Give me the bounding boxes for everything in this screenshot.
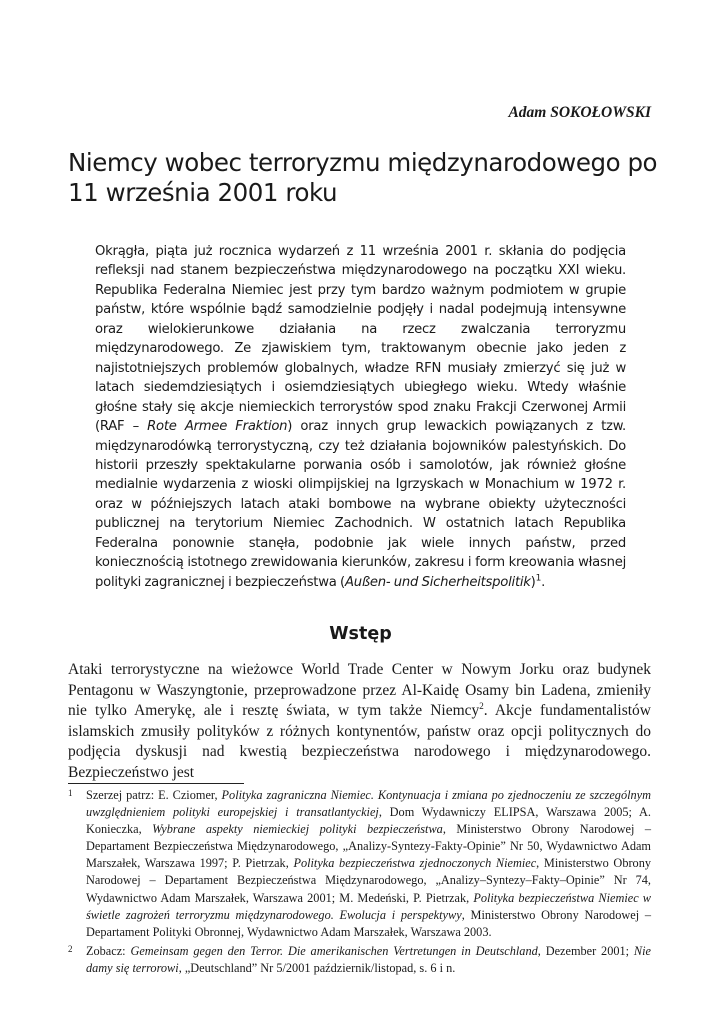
author-name: Adam SOKOŁOWSKI (508, 104, 651, 121)
footnote-text: Zobacz: (86, 943, 131, 958)
abstract-text: . (541, 574, 546, 590)
footnotes-section (68, 787, 651, 979)
footnote-divider (68, 783, 244, 784)
footnote-ref: 1 (535, 573, 542, 584)
footnote-text: , Ministerstwo Obrony Narodowej – Departament Bezpieczeństwa Międzynarodowego, „Analizy-Syntezy-Fakty-Opinie” Nr 50, Wydawnictwo Adam Marszałek, Warszawa 1997; P. Pietrzak, (86, 822, 651, 871)
body-paragraph (68, 660, 651, 783)
footnote-number: 1 (68, 788, 73, 798)
footnote-italic-text: Gemeinsam gegen den Terror. Die amerikanischen Vertretungen in Deutschland (130, 943, 538, 958)
footnote-italic-text: Polityka zagraniczna Niemiec. Kontynuacja i zmiana po zjednoczeniu ze szczególnym uwzględnieniem polityki europejskiej i transatlantyckiej (86, 788, 651, 820)
footnote (68, 787, 651, 941)
abstract-italic-term: Rote Armee Fraktion (147, 419, 288, 435)
body-text: . Akcje fundamentalistów islamskich zmusiły polityków z różnych kontynentów, państw oraz opcji politycznych do podjęcia dyskusji nad kwestią bezpieczeństwa narodowego i międzynarodowego. Bezpieczeństwo jest (68, 702, 651, 781)
footnote-text: , Dom Wydawniczy ELIPSA, Warszawa 2005; A. Konieczka, (86, 805, 651, 837)
footnote-italic-text: Nie damy się terrorowi (86, 943, 651, 975)
footnote-text: , Ministerstwo Obrony Narodowej – Departament Polityki Obronnej, Wydawnictwo Adam Marszałek, Warszawa 2003. (86, 907, 652, 939)
abstract-paragraph (95, 242, 626, 592)
footnote-italic-text: Polityka bezpieczeństwa zjednoczonych Niemiec (293, 856, 537, 871)
footnote-text: , Ministerstwo Obrony Narodowej – Departament Bezpieczeństwa Międzynarodowego, „Analizy–Syntezy–Fakty–Opinie” Nr 74, Wydawnictwo Adam Marszałek, Warszawa 2001; M. Medeński, P. Pietrzak, (86, 856, 652, 905)
abstract-italic-term: Außen- und Sicherheitspolitik (344, 574, 531, 590)
footnote (68, 943, 651, 977)
footnote-text: Szerzej patrz: E. Cziomer, (86, 788, 222, 802)
footnote-ref: 2 (479, 700, 484, 711)
footnote-italic-text: Polityka bezpieczeństwa Niemiec w świetle zagrożeń terroryzmu międzynarodowego. Ewolucja i perspektywy (86, 890, 651, 922)
abstract-text: ) oraz innych grup lewackich powiązanych z tzw. międzynarodówką terrorystyczną, czy też działania bojowników palestyńskich. Do historii przeszły spektakularne porwania osób i samolotów, jak również głośne medialnie wydarzenia z wioski olimpijskiej na Igrzyskach w Monachium w 1972 r. oraz w późniejszych latach ataki bombowe na wybrane obiekty użyteczności publicznej na terytorium Niemiec Zachodnich. W ostatnich latach Republika Federalna ponownie stanęła, podobnie jak wiele innych państw, przed koniecznością istotnego zrewidowania kierunków, zakresu i form kreowania własnej polityki zagranicznej i bezpieczeństwa ( (95, 419, 626, 590)
footnote-italic-text: Wybrane aspekty niemieckiej polityki bezpieczeństwa (152, 822, 443, 837)
abstract-text: Okrągła, piąta już rocznica wydarzeń z 11 września 2001 r. skłania do podjęcia refleksji nad stanem bezpieczeństwa międzynarodowego na początku XXI wieku. Republika Federalna Niemiec jest przy tym bardzo ważnym podmiotem w grupie państw, które wspólnie bądź samodzielnie podjęły i nadal podejmują intensywne oraz wielokierunkowe działania na rzecz zwalczania terroryzmu międzynarodowego. Ze zjawiskiem tym, traktowanym obecnie jako jeden z najistotniejszych problemów globalnych, władze RFN musiały zmierzyć się już w latach siedemdziesiątych i osiemdziesiątych ubiegłego wieku. Wtedy właśnie głośne stały się akcje niemieckich terrorystów spod znaku Frakcji Czerwonej Armii (RAF – (95, 244, 626, 435)
article-title: Niemcy wobec terroryzmu międzynarodowego po 11 września 2001 roku (68, 148, 658, 207)
body-text: Ataki terrorystyczne na wieżowce World Trade Center w Nowym Jorku oraz budynek Pentagonu w Waszyngtonie, przeprowadzone przez Al-Kaidę Osamy bin Ladena, zmieniły nie tylko Amerykę, ale i resztę świata, w tym także Niemcy (68, 661, 651, 719)
footnote-number: 2 (68, 943, 73, 954)
footnote-text: , „Deutschland” Nr 5/2001 październik/listopad, s. 6 i n. (178, 960, 456, 975)
footnote-text: , Dezember 2001; (537, 943, 634, 958)
section-heading: Wstęp (329, 624, 392, 644)
abstract-text: ) (530, 574, 536, 590)
